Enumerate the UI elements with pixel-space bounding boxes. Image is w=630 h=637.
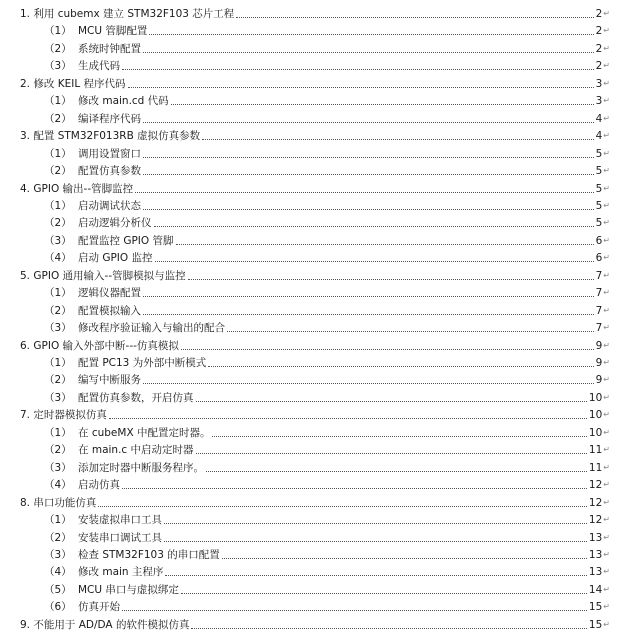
toc-entry-number: （1） xyxy=(44,426,72,439)
paragraph-return-icon: ↵ xyxy=(603,584,610,594)
toc-entry-number: （2） xyxy=(44,217,72,230)
toc-entry-label xyxy=(20,269,186,283)
toc-entry-title: 安装虚拟串口工具 xyxy=(78,514,162,527)
paragraph-return-icon: ↵ xyxy=(603,358,610,367)
dot-leader xyxy=(227,331,594,332)
toc-chapter-entry[interactable] xyxy=(20,265,610,283)
paragraph-return-icon: ↵ xyxy=(603,567,610,577)
toc-entry-title: 配置 STM32F013RB 虚拟仿真参数 xyxy=(33,130,201,143)
toc-page-number: 11 xyxy=(588,444,603,457)
toc-entry-number: （3） xyxy=(44,548,72,561)
dot-leader xyxy=(196,453,587,454)
toc-entry-label xyxy=(44,426,210,440)
toc-entry-label xyxy=(44,147,141,161)
dot-leader xyxy=(128,87,594,88)
toc-entry-label xyxy=(20,408,107,422)
toc-chapter-entry[interactable] xyxy=(20,335,610,353)
dot-leader xyxy=(143,52,594,53)
toc-entry-title: MCU 串口与虚拟绑定 xyxy=(78,583,179,596)
toc-entry-label xyxy=(44,234,174,248)
toc-entry-title: 安装串口调试工具 xyxy=(78,531,162,544)
paragraph-return-icon: ↵ xyxy=(603,340,610,350)
toc-entry-title: 修改 main 主程序 xyxy=(78,566,164,579)
dot-leader xyxy=(122,69,594,70)
toc-section-entry[interactable] xyxy=(44,457,610,475)
toc-entry-title: 启动调试状态 xyxy=(78,199,141,212)
dot-leader xyxy=(135,192,593,193)
toc-page-number: 5 xyxy=(595,182,603,195)
toc-entry-title: 启动仿真 xyxy=(78,479,120,492)
toc-section-entry[interactable] xyxy=(44,143,610,161)
toc-entry-label xyxy=(20,618,189,632)
toc-entry-label xyxy=(20,496,96,510)
toc-entry-number: 3. xyxy=(20,130,31,143)
toc-page-number: 13 xyxy=(588,566,603,579)
toc-entry-number: （2） xyxy=(44,42,72,55)
dot-leader xyxy=(171,104,594,105)
paragraph-return-icon: ↵ xyxy=(603,445,610,455)
toc-entry-label xyxy=(44,304,141,318)
toc-section-entry[interactable] xyxy=(44,247,610,265)
toc-entry-title: 生成代码 xyxy=(78,60,120,73)
toc-entry-label xyxy=(20,182,133,196)
toc-entry-number: （1） xyxy=(44,25,72,38)
paragraph-return-icon: ↵ xyxy=(603,375,610,385)
dot-leader xyxy=(181,593,587,594)
dot-leader xyxy=(143,296,594,297)
paragraph-return-icon: ↵ xyxy=(603,462,610,472)
toc-entry-label xyxy=(44,251,153,265)
toc-entry-label xyxy=(44,565,163,579)
toc-entry-number: 6. xyxy=(20,339,31,352)
toc-section-entry[interactable] xyxy=(44,195,610,213)
toc-entry-title: 系统时钟配置 xyxy=(78,42,141,55)
dot-leader xyxy=(188,279,594,280)
toc-section-entry[interactable] xyxy=(44,38,610,56)
toc-page-number: 9 xyxy=(595,357,603,369)
toc-entry-label xyxy=(44,391,194,405)
toc-entry-number: （5） xyxy=(44,583,72,596)
paragraph-return-icon: ↵ xyxy=(603,515,610,525)
toc-page-number: 13 xyxy=(588,531,603,544)
toc-section-entry[interactable] xyxy=(44,20,610,38)
toc-page-number: 2 xyxy=(595,25,603,38)
toc-entry-title: 配置模拟输入 xyxy=(78,304,141,317)
toc-section-entry[interactable] xyxy=(44,474,610,492)
toc-page-number: 7 xyxy=(595,322,603,335)
toc-entry-label xyxy=(20,7,234,21)
dot-leader xyxy=(143,122,594,123)
toc-entry-number: （1） xyxy=(44,199,72,212)
toc-page-number: 12 xyxy=(588,514,603,527)
toc-entry-title: 修改 KEIL 程序代码 xyxy=(33,77,126,90)
toc-entry-number: （4） xyxy=(44,479,72,492)
toc-entry-label xyxy=(44,42,141,56)
toc-page-number: 9 xyxy=(595,374,603,387)
toc-entry-title: 配置监控 GPIO 管脚 xyxy=(78,234,174,247)
toc-entry-title: 启动 GPIO 监控 xyxy=(78,252,153,265)
paragraph-return-icon: ↵ xyxy=(603,183,610,193)
paragraph-return-icon: ↵ xyxy=(603,305,610,315)
toc-entry-title: 配置 PC13 为外部中断模式 xyxy=(78,357,207,369)
toc-entry-number: （2） xyxy=(44,374,72,387)
paragraph-return-icon: ↵ xyxy=(603,602,610,612)
toc-entry-title: 配置仿真参数 xyxy=(78,165,141,178)
toc-entry-title: 启动逻辑分析仪 xyxy=(78,217,152,230)
paragraph-return-icon: ↵ xyxy=(603,166,610,176)
toc-entry-title: 在 main.c 中启动定时器 xyxy=(78,444,194,457)
toc-entry-title: MCU 管脚配置 xyxy=(78,25,148,38)
paragraph-return-icon: ↵ xyxy=(603,427,610,437)
toc-section-entry[interactable] xyxy=(44,352,610,370)
toc-section-entry[interactable] xyxy=(44,596,610,614)
toc-page-number: 13 xyxy=(588,548,603,561)
toc-section-entry[interactable] xyxy=(44,300,610,318)
toc-section-entry[interactable] xyxy=(44,561,610,579)
dot-leader xyxy=(196,401,587,402)
toc-chapter-entry[interactable] xyxy=(20,3,610,21)
toc-entry-label xyxy=(44,443,194,457)
toc-entry-label xyxy=(44,548,220,562)
toc-entry-label xyxy=(44,356,206,370)
toc-entry-number: （6） xyxy=(44,601,72,614)
paragraph-return-icon: ↵ xyxy=(603,549,610,559)
toc-section-entry[interactable] xyxy=(44,108,610,126)
toc-page-number: 2 xyxy=(595,60,603,73)
toc-entry-number: （2） xyxy=(44,444,72,457)
toc-page-number: 6 xyxy=(595,234,603,247)
toc-section-entry[interactable] xyxy=(44,230,610,248)
dot-leader xyxy=(191,628,586,629)
toc-entry-number: （3） xyxy=(44,60,72,73)
toc-entry-number: 5. xyxy=(20,269,31,282)
paragraph-return-icon: ↵ xyxy=(603,235,610,245)
dot-leader xyxy=(165,575,587,576)
dot-leader xyxy=(143,383,594,384)
toc-entry-label xyxy=(20,77,126,91)
toc-page-number: 9 xyxy=(595,339,603,352)
toc-entry-number: （1） xyxy=(44,147,72,160)
paragraph-return-icon: ↵ xyxy=(603,218,610,228)
toc-page-number: 5 xyxy=(595,147,603,160)
dot-leader xyxy=(155,261,594,262)
toc-chapter-entry[interactable] xyxy=(20,73,610,91)
paragraph-return-icon: ↵ xyxy=(603,78,610,88)
toc-entry-number: 4. xyxy=(20,182,31,195)
toc-section-entry[interactable] xyxy=(44,579,610,597)
toc-entry-label xyxy=(44,478,120,492)
toc-entry-title: 逻辑仪器配置 xyxy=(78,287,141,300)
dot-leader xyxy=(149,34,593,35)
paragraph-return-icon: ↵ xyxy=(603,480,610,490)
toc-page-number: 11 xyxy=(588,461,603,474)
toc-chapter-entry[interactable] xyxy=(20,125,610,143)
toc-entry-label xyxy=(44,513,162,527)
paragraph-return-icon: ↵ xyxy=(603,9,610,18)
dot-leader xyxy=(109,418,587,419)
toc-entry-number: （1） xyxy=(44,287,72,300)
toc-entry-number: 9. xyxy=(20,618,31,631)
toc-entry-title: 调用设置窗口 xyxy=(78,147,141,160)
dot-leader xyxy=(181,349,594,350)
toc-entry-label xyxy=(44,583,179,597)
toc-entry-label xyxy=(44,112,141,126)
dot-leader xyxy=(143,157,594,158)
toc-entry-number: （3） xyxy=(44,461,72,474)
toc-entry-number: （2） xyxy=(44,531,72,544)
dot-leader xyxy=(206,471,587,472)
toc-entry-label xyxy=(44,216,152,230)
toc-entry-label xyxy=(44,94,169,108)
paragraph-return-icon: ↵ xyxy=(603,323,610,333)
toc-entry-label xyxy=(44,373,141,387)
toc-page-number: 14 xyxy=(588,583,603,596)
paragraph-return-icon: ↵ xyxy=(603,410,610,420)
toc-entry-number: （4） xyxy=(44,252,72,265)
toc-entry-label xyxy=(20,129,200,143)
toc-entry-title: GPIO 输入外部中断---仿真模拟 xyxy=(33,339,179,352)
toc-page-number: 5 xyxy=(595,165,603,178)
toc-entry-title: 修改程序验证输入与输出的配合 xyxy=(78,322,225,335)
dot-leader xyxy=(154,226,594,227)
toc-entry-title: 检查 STM32F103 的串口配置 xyxy=(78,548,220,561)
toc-entry-number: 2. xyxy=(20,77,31,90)
toc-section-entry[interactable] xyxy=(44,422,610,440)
toc-page-number: 5 xyxy=(595,217,603,230)
dot-leader xyxy=(143,314,594,315)
dot-leader xyxy=(202,139,593,140)
toc-entry-number: （1） xyxy=(44,95,72,108)
toc-entry-label xyxy=(44,164,141,178)
toc-page-number: 12 xyxy=(588,496,603,509)
toc-entry-title: 利用 cubemx 建立 STM32F103 芯片工程 xyxy=(33,8,235,20)
paragraph-return-icon: ↵ xyxy=(603,148,610,158)
dot-leader xyxy=(212,436,586,437)
toc-entry-label xyxy=(20,339,179,353)
dot-leader xyxy=(176,244,594,245)
toc-page-number: 12 xyxy=(588,479,603,492)
toc-entry-title: 修改 main.cd 代码 xyxy=(78,95,169,108)
toc-page-number: 10 xyxy=(588,391,603,404)
toc-entry-title: GPIO 输出--管脚监控 xyxy=(33,182,134,195)
toc-chapter-entry[interactable] xyxy=(20,178,610,196)
toc-entry-title: 仿真开始 xyxy=(78,601,120,614)
toc-section-entry[interactable] xyxy=(44,369,610,387)
dot-leader xyxy=(236,17,593,18)
toc-page-number: 4 xyxy=(595,130,603,143)
toc-chapter-entry[interactable] xyxy=(20,614,610,632)
toc-page-number: 2 xyxy=(595,8,603,20)
toc-entry-number: 7. xyxy=(20,409,31,422)
toc-section-entry[interactable] xyxy=(44,282,610,300)
paragraph-return-icon: ↵ xyxy=(603,288,610,298)
paragraph-return-icon: ↵ xyxy=(603,113,610,123)
dot-leader xyxy=(98,506,587,507)
dot-leader xyxy=(164,541,587,542)
toc-entry-title: 在 cubeMX 中配置定时器。 xyxy=(78,426,211,439)
toc-entry-number: （2） xyxy=(44,112,72,125)
toc-page-number: 6 xyxy=(595,252,603,265)
paragraph-return-icon: ↵ xyxy=(603,131,610,141)
toc-page-number: 5 xyxy=(595,199,603,212)
toc-section-entry[interactable] xyxy=(44,160,610,178)
toc-section-entry[interactable] xyxy=(44,527,610,545)
toc-entry-label xyxy=(44,286,141,300)
dot-leader xyxy=(122,488,587,489)
paragraph-return-icon: ↵ xyxy=(603,253,610,263)
toc-page-number: 3 xyxy=(595,77,603,90)
toc-section-entry[interactable] xyxy=(44,317,610,335)
paragraph-return-icon: ↵ xyxy=(603,532,610,542)
dot-leader xyxy=(164,523,587,524)
toc-chapter-entry[interactable] xyxy=(20,404,610,422)
toc-entry-title: 配置仿真参数，开启仿真 xyxy=(78,391,194,404)
toc-entry-title: 定时器模拟仿真 xyxy=(33,409,107,422)
toc-entry-number: （1） xyxy=(44,514,72,527)
toc-entry-number: （2） xyxy=(44,304,72,317)
paragraph-return-icon: ↵ xyxy=(603,26,610,36)
toc-page-number: 4 xyxy=(595,112,603,125)
toc-section-entry[interactable] xyxy=(44,387,610,405)
toc-section-entry[interactable] xyxy=(44,439,610,457)
toc-entry-number: （4） xyxy=(44,566,72,579)
paragraph-return-icon: ↵ xyxy=(603,43,610,53)
paragraph-return-icon: ↵ xyxy=(603,619,610,629)
dot-leader xyxy=(222,558,587,559)
toc-page-number: 2 xyxy=(595,42,603,55)
toc-section-entry[interactable] xyxy=(44,509,610,527)
paragraph-return-icon: ↵ xyxy=(603,61,610,71)
toc-entry-label xyxy=(44,59,120,73)
toc-page-number: 15 xyxy=(588,601,603,614)
dot-leader xyxy=(208,366,593,367)
toc-entry-number: 8. xyxy=(20,496,31,509)
toc-entry-number: （2） xyxy=(44,165,72,178)
toc-section-entry[interactable] xyxy=(44,90,610,108)
paragraph-return-icon: ↵ xyxy=(603,96,610,106)
toc-page-number: 3 xyxy=(595,95,603,108)
paragraph-return-icon: ↵ xyxy=(603,497,610,507)
toc-chapter-entry[interactable] xyxy=(20,492,610,510)
toc-section-entry[interactable] xyxy=(44,55,610,73)
toc-entry-number: （3） xyxy=(44,322,72,335)
toc-entry-number: （3） xyxy=(44,234,72,247)
toc-page-number: 10 xyxy=(588,409,603,422)
dot-leader xyxy=(143,174,594,175)
toc-entry-title: 串口功能仿真 xyxy=(33,496,97,509)
toc-page-number: 7 xyxy=(595,269,603,282)
toc-entry-number: 1. xyxy=(20,8,31,20)
toc-entry-number: （3） xyxy=(44,391,72,404)
toc-entry-number: （1） xyxy=(44,357,72,369)
toc-entry-label xyxy=(44,600,120,614)
toc-page-number: 15 xyxy=(588,618,603,631)
dot-leader xyxy=(122,610,587,611)
dot-leader xyxy=(143,209,594,210)
toc-page-number: 7 xyxy=(595,304,603,317)
toc-entry-label xyxy=(44,461,204,475)
toc-entry-title: GPIO 通用输入--管脚模拟与监控 xyxy=(33,269,186,282)
toc-entry-title: 编写中断服务 xyxy=(78,374,141,387)
toc-section-entry[interactable] xyxy=(44,544,610,562)
toc-page-number: 10 xyxy=(588,426,603,439)
toc-page-number: 7 xyxy=(595,287,603,300)
toc-entry-label xyxy=(44,24,147,38)
toc-entry-title: 添加定时器中断服务程序。 xyxy=(78,461,204,474)
toc-entry-label xyxy=(44,321,225,335)
toc-entry-label xyxy=(44,531,162,545)
toc-section-entry[interactable] xyxy=(44,212,610,230)
paragraph-return-icon: ↵ xyxy=(603,270,610,280)
toc-entry-title: 不能用于 AD/DA 的软件模拟仿真 xyxy=(33,618,190,631)
toc-entry-label xyxy=(44,199,141,213)
toc-entry-title: 编译程序代码 xyxy=(78,112,141,125)
paragraph-return-icon: ↵ xyxy=(603,392,610,402)
paragraph-return-icon: ↵ xyxy=(603,200,610,210)
